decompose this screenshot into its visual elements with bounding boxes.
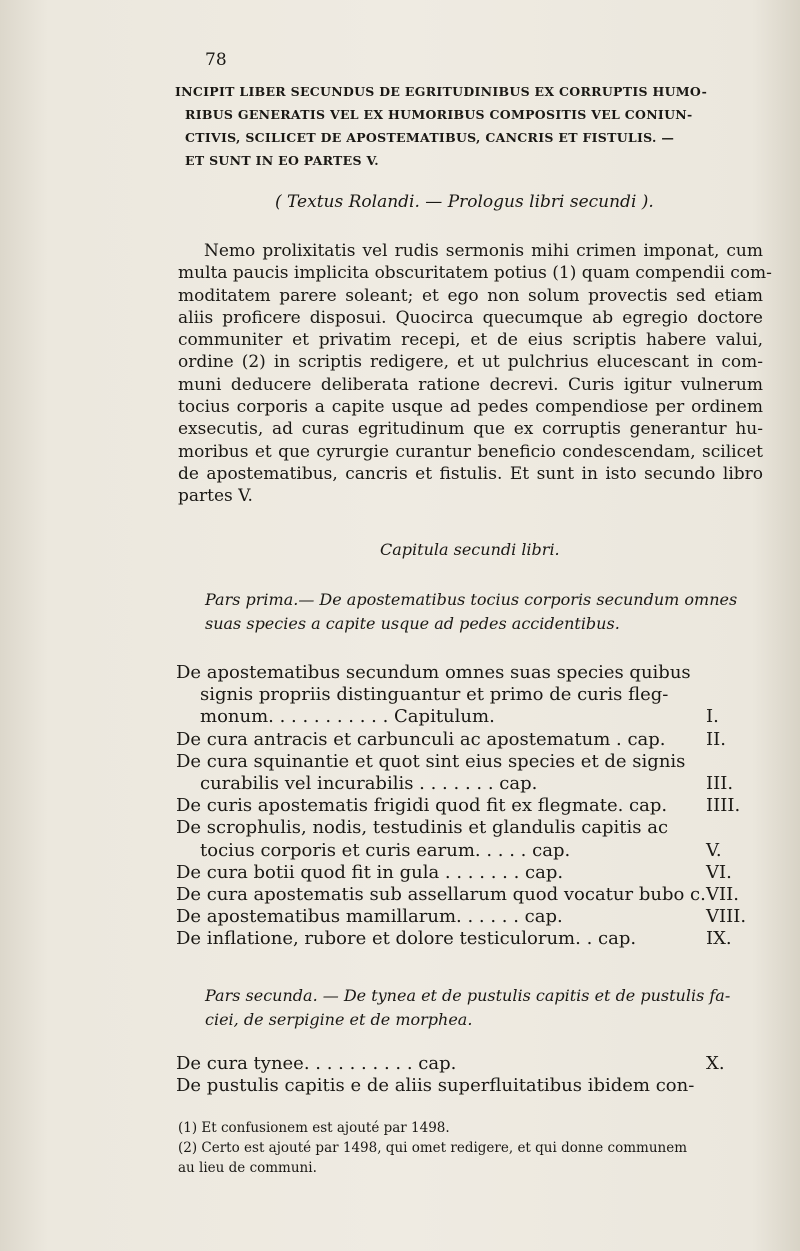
incipit-line: CTIVIS, SCILICET DE APOSTEMATIBUS, CANCRIS ET FISTULIS. — — [185, 130, 675, 145]
prose-line: communiter et privatim recepi, et de eius scriptis habere valui, — [178, 330, 763, 351]
toc-line: signis propriis distinguantur et primo de curis fleg- — [200, 684, 669, 706]
toc-line: De apostematibus mamillarum. . . . . . cap. VIII. — [176, 906, 747, 928]
prose-line: moribus et que cyrurgie curantur beneficio condescendam, scilicet — [178, 441, 763, 462]
prose-line: tocius corporis a capite usque ad pedes compendiose per ordinem — [178, 397, 763, 418]
pars-line: suas species a capite usque ad pedes accidentibus. — [205, 614, 620, 633]
pars-secunda-heading — [205, 984, 765, 1032]
toc-pars-secunda — [176, 1053, 766, 1097]
toc-pars-prima — [176, 662, 766, 950]
prose-line: Nemo prolixitatis vel rudis sermonis mihi crimen imponat, cum — [204, 241, 763, 261]
chapter-number: IIII. — [706, 795, 741, 817]
pars-prima-heading — [205, 588, 765, 636]
footnotes — [178, 1118, 768, 1178]
footnote: (1) Et confusionem est ajouté par 1498. — [178, 1120, 450, 1136]
chapter-number: VI. — [706, 861, 732, 883]
prologue-text — [178, 240, 772, 508]
toc-line: De cura tynee. . . . . . . . . . cap. X. — [176, 1053, 725, 1074]
toc-line: De apostematibus secundum omnes suas species quibus — [176, 662, 691, 683]
prose-line: partes V. — [178, 486, 253, 507]
chapter-number: X. — [706, 1053, 725, 1074]
toc-line: tocius corporis et curis earum. . . . . cap. V. — [200, 839, 722, 861]
incipit-line: INCIPIT LIBER SECUNDUS DE EGRITUDINIBUS EX CORRUPTIS HUMO- — [175, 84, 708, 99]
pars-line: Pars secunda. — De tynea et de pustulis capitis et de pustulis fa- — [205, 986, 731, 1005]
chapter-number: VII. — [706, 883, 739, 905]
toc-line: De cura squinantie et quot sint eius species et de signis — [176, 750, 686, 772]
capitula-heading: Capitula secundi libri. — [380, 540, 560, 559]
footnote: (2) Certo est ajouté par 1498, qui omet redigere, et qui donne communem — [178, 1140, 687, 1156]
prose-line: moditatem parere soleant; et ego non solum provectis sed etiam — [178, 285, 763, 306]
prose-line: muni deducere deliberata ratione decrevi. Curis igitur vulnerum — [178, 374, 763, 395]
chapter-number: VIII. — [706, 906, 747, 928]
chapter-number: II. — [706, 728, 726, 750]
chapter-number: V. — [706, 839, 722, 861]
toc-line: monum. . . . . . . . . . . Capitulum. I. — [200, 706, 719, 728]
toc-line: De cura antracis et carbunculi ac apostematum . cap. II. — [176, 728, 726, 750]
chapter-number: I. — [706, 706, 719, 728]
toc-line: De scrophulis, nodis, testudinis et glandulis capitis ac — [176, 817, 669, 839]
toc-line: De curis apostematis frigidi quod fit ex flegmate. cap. IIII. — [176, 795, 741, 817]
prose-line: ordine (2) in scriptis redigere, et ut pulchrius elucescant in com- — [178, 352, 763, 373]
prose-line: aliis proficere disposui. Quocirca quecumque ab egregio doctore — [178, 307, 763, 328]
pars-line: ciei, de serpigine et de morphea. — [205, 1010, 473, 1029]
toc-line: De pustulis capitis e de aliis superfluitatibus ibidem con- — [176, 1075, 695, 1097]
footnote: au lieu de communi. — [178, 1160, 317, 1176]
toc-line: De cura botii quod fit in gula . . . . . . . cap. VI. — [176, 861, 732, 883]
incipit-heading — [175, 80, 770, 172]
chapter-number: III. — [706, 772, 734, 794]
prose-line: exsecutis, ad curas egritudinum que ex corruptis generantur hu- — [178, 419, 763, 440]
toc-line: De cura apostematis sub assellarum quod vocatur bubo c. VII. — [176, 883, 739, 905]
toc-line: De inflatione, rubore et dolore testiculorum. . cap. IX. — [176, 928, 732, 950]
incipit-line: RIBUS GENERATIS VEL EX HUMORIBUS COMPOSITIS VEL CONIUN- — [185, 107, 693, 122]
prologue-title: ( Textus Rolandi. — Prologus libri secundi ). — [275, 192, 654, 212]
pars-line: Pars prima.— De apostematibus tocius corporis secundum omnes — [205, 590, 738, 609]
chapter-number: IX. — [706, 928, 732, 950]
toc-line: curabilis vel incurabilis . . . . . . . cap. III. — [200, 772, 734, 794]
prose-line: de apostematibus, cancris et fistulis. Et sunt in isto secundo libro — [178, 463, 763, 484]
page-number: 78 — [205, 50, 227, 70]
incipit-line: ET SUNT IN EO PARTES V. — [185, 153, 379, 168]
prose-line: multa paucis implicita obscuritatem potius (1) quam compendii com- — [178, 263, 772, 284]
